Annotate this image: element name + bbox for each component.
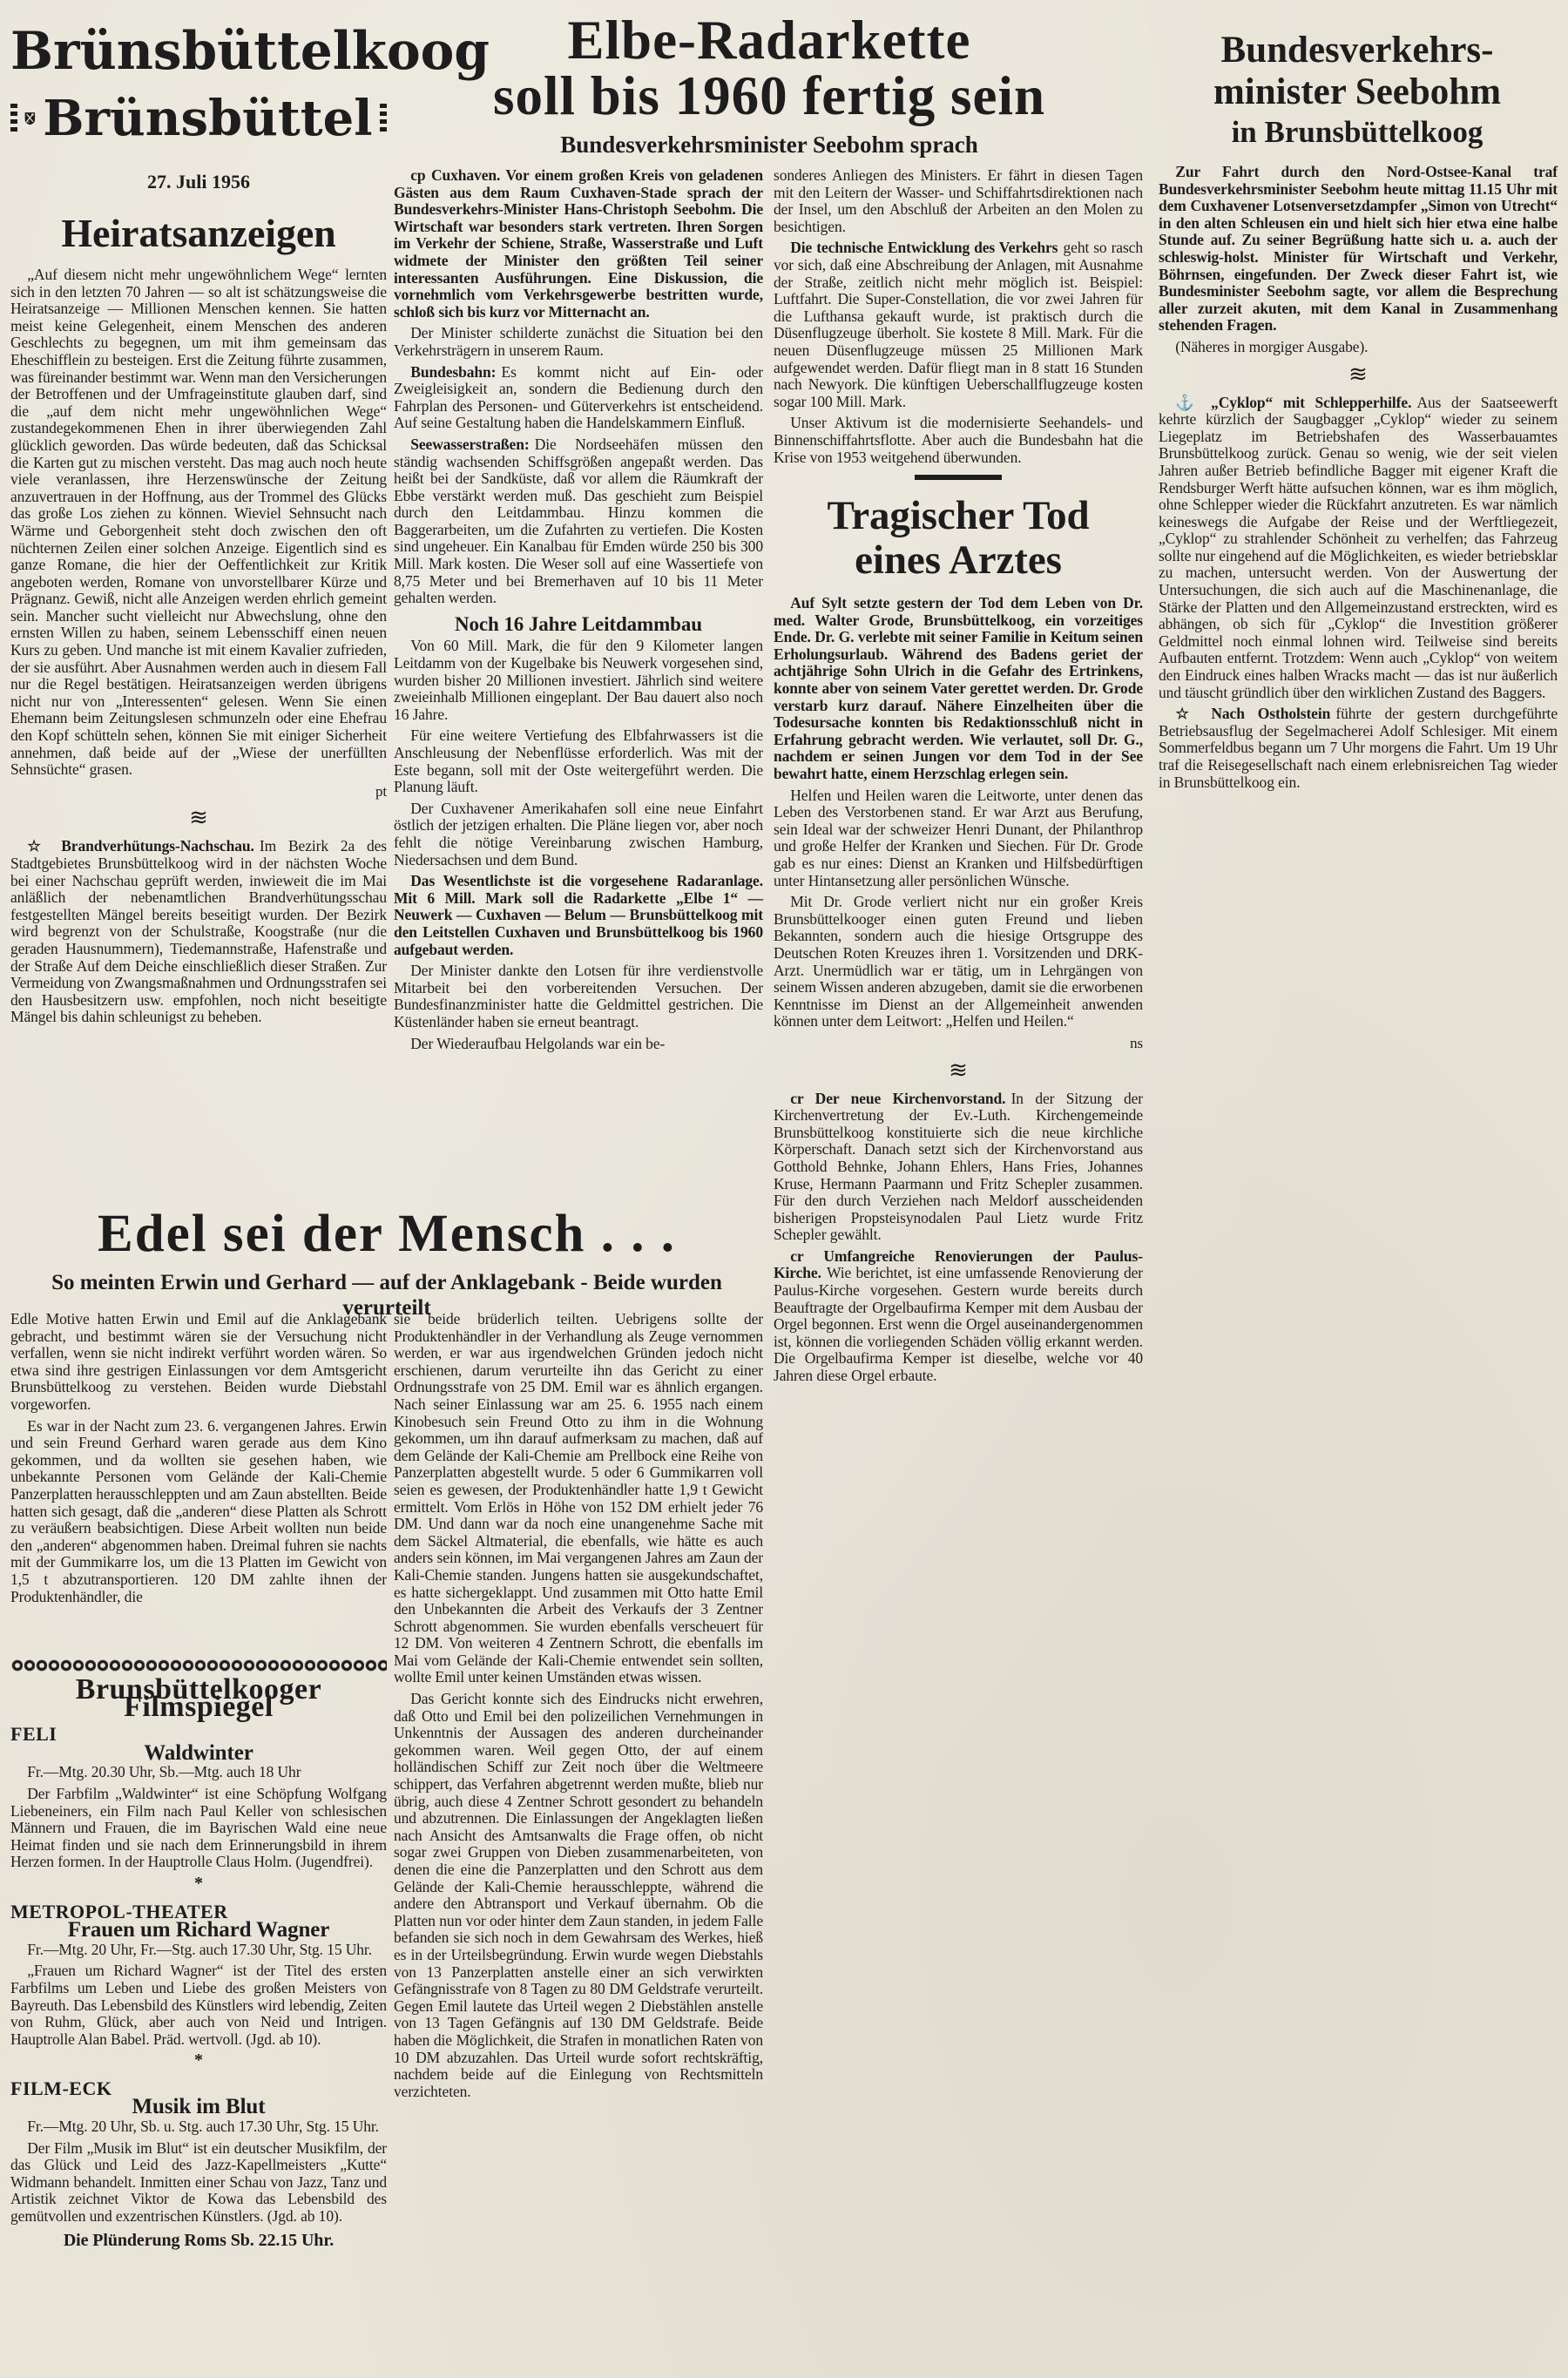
film-description: Der Farbfilm „Waldwinter“ ist eine Schöpfung Wolfgang Liebeneiners, ein Film nach Paul Keller von schlesischen Männern und Frauen, die im Bayrischen Wald eine neue Heimat finden und sie nach dem Erinnerungsbild in ihrem Herzen formen. In der Hauptrolle Claus Holm. (Jugendfrei). (10, 1784, 387, 1871)
paragraph-lead: Seewasserstraßen: (410, 435, 530, 453)
edel-article-column-1 (10, 1311, 387, 1610)
article-tragischer-tod (774, 475, 1143, 1084)
showtimes: Fr.—Mtg. 20 Uhr, Fr.—Stg. auch 17.30 Uhr, Stg. 15 Uhr. (27, 1940, 372, 1958)
author-initials: ns (1130, 1034, 1143, 1051)
star-separator: * (194, 2050, 203, 2071)
author-initials: pt (375, 782, 387, 800)
paragraph: Der Wiederaufbau Helgolands war ein be- (410, 1034, 666, 1052)
masthead-flourish-right (380, 104, 387, 133)
paragraph: Die technische Entwicklung des Verkehrs geht so rasch vor sich, daß eine Abschreibung der Anlagen, mit Ausnahme der Straße, zeitlich nicht mehr möglich ist. Beispiel: Luftfahrt. Die Super-Constellation, die vor zwei Jahren für die Lufthansa gekauft wurde, ist praktisch durch die Düsenflugzeuge überholt. Sie kostete 8 Mill. Mark. Für die neuen Düsenflugzeuge müssen 25 Millionen Mark aufgewendet werden. Dafür fliegt man in 8 statt 16 Stunden nach Newyork. Die künftigen Ueberschallflugzeuge kosten sogar 100 Mill. Mark. (774, 239, 1143, 410)
paragraph: Auf Sylt setzte gestern der Tod dem Leben von Dr. med. Walter Grode, Brunsbüttelkoog, ein vorzeitiges Ende. Dr. G. verlebte mit seiner Familie in Keitum seinen Erholungsurlaub. Während des Badens geriet der achtjährige Sohn Ulrich in die Gefahr des Ertrinkens, konnte aber von seinem Vater gerettet werden. Dr. Grode verstarb kurz darauf. Nähere Einzelheiten über die Todesursache konnten bis Redaktionsschluß nicht in Erfahrung gebracht werden. Wie verlautet, soll Dr. G., nachdem er seinen Jungen vor dem Tod in der See bewahrt hatte, einem Herzschlag erlegen sein. (774, 594, 1143, 783)
crossed-anchor-crest-icon (24, 78, 36, 159)
paragraph: Mit Dr. Grode verliert nicht nur ein großer Kreis Brunsbüttelkooger einen guten Freund und lieben Bekannten, sondern auch die hiesige Ortsgruppe des Deutschen Roten Kreuzes ihren 1. Vorsitzenden und DRK-Arzt. Unermüdlich war er tätig, um in Lehrgängen von seinem Wissen anderen abzugeben, damit sie die erworbenen Kenntnisse im Dienst an der Allgemeinheit anwenden können unter dem Leitwort: „Helfen und Heilen.“ (774, 893, 1143, 1030)
notice-lead-anchor-icon: ⚓ „Cyklop“ mit Schlepperhilfe. (1175, 393, 1412, 411)
paragraph: sie beide brüderlich teilten. Uebrigens sollte der Produktenhändler in der Verhandlung als Zeuge vernommen werden, er war aus irgendwelchen Gründen jedoch nicht erschienen, darum verurteilte ihn das Gericht zu einer Ordnungsstrafe von 25 DM. Emil war es ähnlich ergangen. Nach seiner Einlassung war am 25. 6. 1955 nach einem Kinobesuch sein Freund Otto zu ihm in die Wohnung gekommen, um ihn darauf aufmerksam zu machen, daß auf dem Gelände der Kali-Chemie am Prellbock eine Reihe von Panzerplatten abgestellt wurde. 5 oder 6 Gummikarren voll seien es gewesen, der Produktenhändler hatte 1,9 t Gewicht ermittelt. Vom Erlös in Höhe von 152 DM erhielt jeder 76 DM. Und dann war da noch eine unangenehme Sache mit dem Säckel Altmaterial, die ebenfalls, wie hätte es auch anders sein können, im Mai vergangenen Jahres am Zaun der Kali-Chemie standen. Jungens hatten sie ausgekundschaftet, es hatte sichergeklappt. Und zusammen mit Otto hatte Emil den Unbekannten die Arbeit des Verkaufs der 3 Zentner Schrott abgenommen. Sie wurden ebenfalls verscheuert für 12 DM. Von weiteren 4 Zentnern Schrott, die ebenfalls im Mai vom Gelände der Kali-Chemie entwendet sein sollten, wollte Emil unter keinen Umständen etwas wissen. (394, 1310, 763, 1686)
film-title: Frauen um Richard Wagner (67, 1918, 330, 1942)
cinema-listing-feli (10, 1723, 387, 1893)
star-separator: * (194, 1873, 203, 1893)
notice-lead: cr Umfangreiche Renovierungen der Paulus-Kirche. (774, 1246, 1143, 1282)
main-headline-line2: soll bis 1960 fertig sein (493, 65, 1045, 126)
paragraph: Es war in der Nacht zum 23. 6. vergangenen Jahres. Erwin und sein Freund Gerhard waren gerade aus dem Kino gekommen, und da wollten sie gesehen haben, wie unbekannte Personen vom Gelände der Kali-Chemie Panzerplatten herausschleppten und am Zaun abstellten. Beide hatten sich gesagt, daß die „anderen“ diese Platten als Schrott zu veräußern beabsichtigen. Diese Arbeit wollten nun beide den „anderen“ abgenommen haben. Dreimal fuhren sie nachts mit der Gummikarre los, um die 13 Platten im Gewicht von 1,5 t abzutransportieren. 120 DM zahlte ihnen der Produktenhändler, die (10, 1416, 387, 1605)
seebohm-headline-line3: in Brunsbüttelkoog (1231, 115, 1484, 149)
filmspiegel-title: Brunsbüttelkooger Filmspiegel (75, 1673, 322, 1723)
paragraph: Zur Fahrt durch den Nord-Ostsee-Kanal traf Bundesverkehrsminister Seebohm heute mittag 11.15 Uhr mit dem Cuxhavener Lotsenversetzdampfer „Simon von Utrecht“ in den alten Schleusen ein und hielt sich hier etwa eine halbe Stunde auf. Zu seiner Begrüßung hatte sich u. a. auch der schleswig-holst. Minister für Wirtschaft und Verkehr, Böhrnsen, eingefunden. Der Zweck dieser Fahrt ist, wie Bundesminister Seebohm sagte, vor allem die Besprechung aller zurzeit akuten, mit dem Kanal in Zusammenhang stehenden Fragen. (1159, 163, 1558, 334)
wavy-divider: ≋ (949, 1057, 968, 1084)
heiratsanzeigen-headline: Heiratsanzeigen (61, 211, 336, 255)
edel-subhead: So meinten Erwin und Gerhard — auf der Anklagebank - Beide wurden verurteilt (51, 1271, 722, 1320)
paragraph: Von 60 Mill. Mark, die für den 9 Kilometer langen Leitdamm von der Kugelbake bis Neuwerk vorgesehen sind, wurden bisher 20 Millionen investiert. Jährlich sind weitere zweieinhalb Millionen eingeplant. Der Bau dauert also noch 16 Jahre. (394, 637, 763, 723)
paragraph: Das Wesentlichste ist die vorgesehene Radaranlage. Mit 6 Mill. Mark soll die Radarkette „Elbe 1“ — Neuwerk — Cuxhaven — Belum — Brunsbüttelkoog mit den Leitstellen Cuxhaven und Brunsbüttelkoog bis 1960 aufgebaut werden. (394, 872, 763, 958)
film-title: Waldwinter (144, 1740, 253, 1765)
film-title: Musik im Blut (132, 2095, 266, 2119)
edel-headline-block (10, 1207, 763, 1321)
elbe-article-column-1 (394, 167, 763, 1057)
paragraph: cp Cuxhaven. Vor einem großen Kreis von geladenen Gästen aus dem Raum Cuxhaven-Stade sprach der Bundesverkehrs-Minister Hans-Christoph Seebohm. Die Wirtschaft war besonders stark vertreten. Ihren Sorgen im Verkehr der Schiene, Straße, Wasserstraße und Luft widmete der Minister den größten Teil seiner interessanten Ausführungen. Eine Diskussion, die vornehmlich vom Verkehrsgewerbe bestritten wurde, schloß sich bis kurz vor Mitternacht an. (394, 166, 763, 321)
paragraph-lead: Bundesbahn: (410, 362, 497, 381)
section-subhead: Noch 16 Jahre Leitdammbau (455, 612, 702, 635)
main-headline-line1: Elbe-Radarkette (567, 10, 971, 71)
cinema-name: METROPOL-THEATER (10, 1900, 228, 1922)
notice-lead: cr Der neue Kirchenvorstand. (790, 1089, 1006, 1107)
cinema-name: FILM-ECK (10, 2077, 112, 2099)
paragraph: Der Minister schilderte zunächst die Situation bei den Verkehrsträgern in unserem Raum. (394, 324, 763, 359)
wavy-divider: ≋ (1348, 361, 1368, 388)
seebohm-headline-block (1154, 30, 1560, 152)
paragraph-lead: Die technische Entwicklung des Verkehrs (790, 239, 1058, 257)
masthead-title-line1: Brünsbüttelkoog (10, 19, 490, 82)
masthead-flourish-left (10, 104, 17, 133)
paragraph: Für eine weitere Vertiefung des Elbfahrwassers ist die Anschleusung der Nebenflüsse erforderlich. Was mit der Este begann, soll mit der Oste weitergeführt werden. Die Planung läuft. (394, 726, 763, 796)
paragraph: Edle Motive hatten Erwin und Emil auf die Anklagebank gebracht, und bestimmt wären sie der Versuchung nicht verfallen, wenn sie nicht indirekt verführt worden wären. So etwa sind ihre gestrigen Einlassungen vor dem Amtsgericht Brunsbüttelkoog zu verstehen. Beiden wurde Diebstahl vorgeworfen. (10, 1310, 387, 1413)
paragraph: sonderes Anliegen des Ministers. Er fährt in diesen Tagen mit den Leitern der Wasser- und Schiffahrtsdirektionen nach der Insel, um den Abschluß der Arbeiten an den Molen zu besichtigen. (774, 166, 1143, 235)
seebohm-headline-line2: minister Seebohm (1213, 71, 1502, 112)
paragraph: Das Gericht konnte sich des Eindrucks nicht erwehren, daß Otto und Emil bei den polizeilichen Vernehmungen in Unkenntnis der Aussagen des anderen durcheinander gekommen waren. Weil gegen Otto, der auf einem holländischen Schiff zur Zeit noch über die Weltmeere schippert, das Verfahren abgetrennt werden mußte, blieb nur übrig, auch diese 4 Zentner Schrott gesondert zu behandeln und abzutrennen. Die Einlassungen der Angeklagten ließen nach Ansicht des Amtsanwalts die Frage offen, ob nicht sogar zwei Gruppen von Dieben zusammenarbeiteten, von denen die eine die Panzerplatten und den Schrott aus dem Gelände der Kali-Chemie herausschleppte, während die andere den Abtransport und Verkauf übernahm. Ob die Platten nun vor oder hinter dem Zaun standen, in jedem Falle befanden sie sich noch in dem Gewahrsam des Werkes, hieß es in der Urteilsbegründung. Erwin wurde wegen Diebstahls von 13 Panzerplatten anstelle einer an sich verwirkten Gefängnisstrafe von 8 Tagen zu 80 DM Geldstrafe verurteilt. Gegen Emil lautete das Urteil wegen 2 Diebstählen anstelle von 13 Tagen Gefängnis auf 130 DM Geldstrafe. Beide haben die Möglichkeit, die Strafen in monatlichen Raten von 10 DM abzuzahlen. Das Urteil wurde sofort rechtskräftig, nachdem beide auf die Einlegung von Rechtsmitteln verzichteten. (394, 1690, 763, 2100)
article-heiratsanzeigen (10, 207, 387, 1030)
wavy-divider: ≋ (189, 805, 208, 832)
headline-rule (915, 475, 1002, 480)
cinema-listing-filmeck (10, 2077, 387, 2250)
main-headline-block (394, 12, 1145, 159)
column-3 (774, 167, 1143, 1389)
filmspiegel-section (10, 1655, 387, 2253)
cinema-name: FELI (10, 1723, 57, 1746)
ostholstein-notice: ☆ Nach Ostholstein führte der gestern durchgeführte Betriebsausflug der Segelmacherei Adolf Schlesiger. Mit einem Sommerfeldbus begann um 7 Uhr morgens die Fahrt. Um 19 Uhr traf die Reisegesellschaft nach einem erlebnisreichen Tag wieder in Brunsbüttelkoog ein. (1159, 705, 1558, 791)
paragraph: Der Minister dankte den Lotsen für ihre verdienstvolle Mitarbeit bei den vorbereitenden Versuchen. Der Bundesfinanzminister hatte die Geldmittel gestrichen. Die Küstenländer haben sie erneut beantragt. (394, 962, 763, 1030)
issue-date: 27. Juli 1956 (147, 171, 250, 193)
late-show-note: Die Plünderung Roms Sb. 22.15 Uhr. (63, 2230, 335, 2250)
cinema-listing-metropol (10, 1900, 387, 2071)
edel-article-column-2 (394, 1311, 763, 2104)
chain-border (10, 1659, 387, 1672)
paragraph: (Näheres in morgiger Ausgabe). (1175, 337, 1369, 355)
column-4 (1159, 164, 1558, 795)
kirchenvorstand-notice: cr Der neue Kirchenvorstand. In der Sitzung der Kirchenvertretung der Ev.-Luth. Kirchengemeinde Brunsbüttelkoog konstituierte sich die neue kirchliche Körperschaft. Danach setzt sich der Kirchenvorstand aus Gotthold Behnke, Johann Ehlers, Hans Fries, Johannes Kruse, Hermann Paarmann und Fritz Schepler zusammen. Für den durch Verziehen nach Meldorf ausscheidenden bisherigen Propsteisynodalen Paul Lietz wurde Fritz Schepler gewählt. (774, 1089, 1143, 1244)
brandverhuetung-notice: ☆ Brandverhütungs-Nachschau. Im Bezirk 2a des Stadtgebietes Brunsbüttelkoog wird in der nächsten Woche bei einer Nachschau geprüft werden, inwieweit die im Mai anläßlich der nebenamtlichen Brandverhütungsschau festgestellten Mängel bereits beseitigt wurden. Der Bezirk wird begrenzt von der Schulstraße, Koogstraße (nur die geraden Hausnummern), Tiedemannstraße, Hafenstraße und der Straße Auf dem Deiche einschließlich dieser Straßen. Zur Vermeidung von Zwangsmaßnahmen und Ordnungsstrafen sei den Hausbesitzern usw. empfohlen, noch nicht beseitigte Mängel bis dahin schleunigst zu beheben. (10, 837, 387, 1026)
main-headline-subhead: Bundesverkehrsminister Seebohm sprach (560, 132, 978, 158)
paragraph: Der Cuxhavener Amerikahafen soll eine neue Einfahrt östlich der jetzigen erhalten. Die Pläne liegen vor, aber noch fehlt die nötige Vereinbarung zwischen Hamburg, Niedersachsen und dem Bund. (394, 799, 763, 868)
paulus-kirche-notice: cr Umfangreiche Renovierungen der Paulus-Kirche. Wie berichtet, ist eine umfassende Renovierung der Paulus-Kirche vorgesehen. Gestern wurde bereits durch Beauftragte der Orgelbaufirma Kemper mit dem Ausbau der Orgel begonnen. Erst wenn die Orgel auseinandergenommen ist, können die vorliegenden Schäden völlig erkannt werden. Die Orgelbaufirma Kemper ist dieselbe, welche vor 40 Jahren diese Orgel erbaute. (774, 1246, 1143, 1385)
masthead (10, 19, 490, 193)
paragraph: „Auf diesem nicht mehr ungewöhnlichem Wege“ lernten sich in den letzten 70 Jahren — so alt ist schätzungsweise die Heiratsanzeige — Millionen Menschen kennen. Sie hatten meist keine Gelegenheit, einem Menschen des anderen Geschlechts zu begegnen, um mit ihm gemeinsam das Eheschifflein zu besteigen. Erst die Zeitung führte zusammen, was füreinander bestimmt war. Wenn man den Versicherungen der Betroffenen und der Umfrageinstitute glauben darf, sind die „auf dem nicht mehr ungewöhnlichen Wege“ zustandegekommenen Ehen in ihrer überwiegenden Zahl glücklich geworden. Das würde bedeuten, daß das Schicksal die Karten gut zu mischen versteht. Das mag auch noch heute viele veranlassen, ihre Herzenswünsche der Zeitung anzuvertrauen in der Hoffnung, aus der Trommel des Glücks das große Los ziehen zu können. Wieviel Sehnsucht nach Wärme und Geborgenheit steht doch zwischen den oft nüchternen Zeilen einer solchen Anzeige. Eigentlich sind es ganze Romane, die hier der Oeffentlichkeit zur Kritik angeboten werden, Romane von unvorstellbarer Kürze und Prägnanz. Gewiß, nicht alle Anzeigen werden ehrlich gemeint sein. Mancher sucht vielleicht nur Abwechslung, ohne den ernsten Willen zu haben, seinem Lebensschiff einen neuen Kurs zu geben. Und manche ist mit einem Kavalier zufrieden, der sie ausführt. Aber Ausnahmen werden auch in diesem Fall nur die Regel bestätigen. Heiratsanzeigen werden übrigens nicht nur von „Interessenten“ gelesen. Wenn Sie einen Ehemann beim Zeitungslesen schmunzeln oder eine Ehefrau den Kopf schütteln sehen, können Sie mit einiger Sicherheit annehmen, daß beide auf der „Wiese der unerfüllten Sehnsüchte“ grasen. (10, 266, 387, 779)
paragraph: Helfen und Heilen waren die Leitworte, unter denen das Leben des Verstorbenen stand. Er war Arzt aus Berufung, sein Ideal war der schweizer Henri Dunant, der Philanthrop und große Helfer der Kranken und Siechen. Für Dr. Grode gab es nur eines: Dienst an Kranken und Hilfsbedürftigen unter Hintansetzung aller persönlichen Wünsche. (774, 786, 1143, 889)
showtimes: Fr.—Mtg. 20.30 Uhr, Sb.—Mtg. auch 18 Uhr (27, 1763, 301, 1781)
edel-headline: Edel sei der Mensch . . . (98, 1205, 676, 1263)
notice-lead-star-icon: ☆ Nach Ostholstein (1175, 705, 1331, 723)
seebohm-headline-line1: Bundesverkehrs- (1220, 30, 1494, 71)
cyklop-notice: ⚓ „Cyklop“ mit Schlepperhilfe. Aus der Saatseewerft kehrte kürzlich der Saugbagger „Cyklop“ wieder zu seinem Liegeplatz im Betriebshafen des Wasserbauamtes Brunsbüttelkoog zurück. Genau so wenig, wie der seit vielen Jahren außer Betrieb befindliche Bagger mit eigener Kraft die Rendsburger Werft hätte aufsuchen können, war es ihm möglich, ohne Schlepper wieder die Rückfahrt anzutreten. Es war nämlich keineswegs die Aufgabe der Reise und der Werftliegezeit, „Cyklop“ zu strahlender Schönheit zu verhelfen; das Fahrzeug sollte nur eingehend auf die Möglichkeiten, es wieder betriebsklar zu machen, untersucht werden. Von der Auswertung der Untersuchungen, die sich auch auf die Maschinenanlage, die Stärke der Platten und den Allgemeinzustand erstreckten, wird es abhängen, ob sich für „Cyklop“ die Investition größerer Geldmittel noch einmal lohnen wird. Teilweise sind bereits Aufbauten entfernt. Trotzdem: Wenn auch „Cyklop“ von weitem den Eindruck eines halben Wracks macht — das ist nur äußerlich und täuscht gründlich über den wirklichen Zustand des Baggers. (1159, 393, 1558, 701)
tragisch-headline-line2: eines Arztes (855, 537, 1062, 584)
showtimes: Fr.—Mtg. 20 Uhr, Sb. u. Stg. auch 17.30 Uhr, Stg. 15 Uhr. (27, 2118, 379, 2136)
film-description: Der Film „Musik im Blut“ ist ein deutscher Musikfilm, der das Glück und Leid des Jazz-Kapellmeisters „Kutte“ Widmann behandelt. Inmitten einer Schau von Jazz, Tanz und Artistik zeichnet Viktor de Kowa das Lebensbild des gemütvollen und exzentrischen Künstlers. (Jgd. ab 10). (10, 2138, 387, 2226)
tragisch-headline-line1: Tragischer Tod (827, 493, 1090, 539)
paragraph: Seewasserstraßen: Die Nordseehäfen müssen den ständig wachsenden Schiffsgrößen angepaßt werden. Das heißt bei der Sandküste, daß vor allem die Räumkraft der Ebbe verstärkt werden muß. Das geschieht zum Beispiel durch den Leitdammbau. Hinzu kommen die Baggerarbeiten, um die Zufahrten zu vertiefen. Die Kosten sind ungeheuer. Ein Kanalbau für Emden würde 250 bis 300 Mill. Mark kosten. Die Weser soll auf eine Wassertiefe von 8,75 Meter und bei Bremerhaven auf 10 bis 11 Meter gehalten werden. (394, 435, 763, 607)
notice-lead: ☆ Brandverhütungs-Nachschau. (27, 837, 254, 855)
film-description: „Frauen um Richard Wagner“ ist der Titel des ersten Farbfilms um Leben und Liebe des großen Meisters von Bayreuth. Das Lebensbild des Künstlers wird lebendig, Zeiten von Ruhm, Glück, aber auch von Neid und Intrigen. Hauptrolle Alan Babel. Präd. wertvoll. (Jgd. ab 10). (10, 1962, 387, 2048)
paragraph: Unser Aktivum ist die modernisierte Seehandels- und Binnenschiffahrtsflotte. Aber auch die Bundesbahn hat die Krise von 1953 weitgehend überwunden. (774, 414, 1143, 466)
paragraph: Bundesbahn: Es kommt nicht auf Ein- oder Zweigleisigkeit an, sondern die Bedienung durch den Fahrplan des Personen- und Güterverkehrs ist entscheidend. Auf seine Gestaltung haben die Handelskammern Einfluß. (394, 362, 763, 432)
masthead-title-line2: Brünsbüttel (43, 90, 373, 147)
